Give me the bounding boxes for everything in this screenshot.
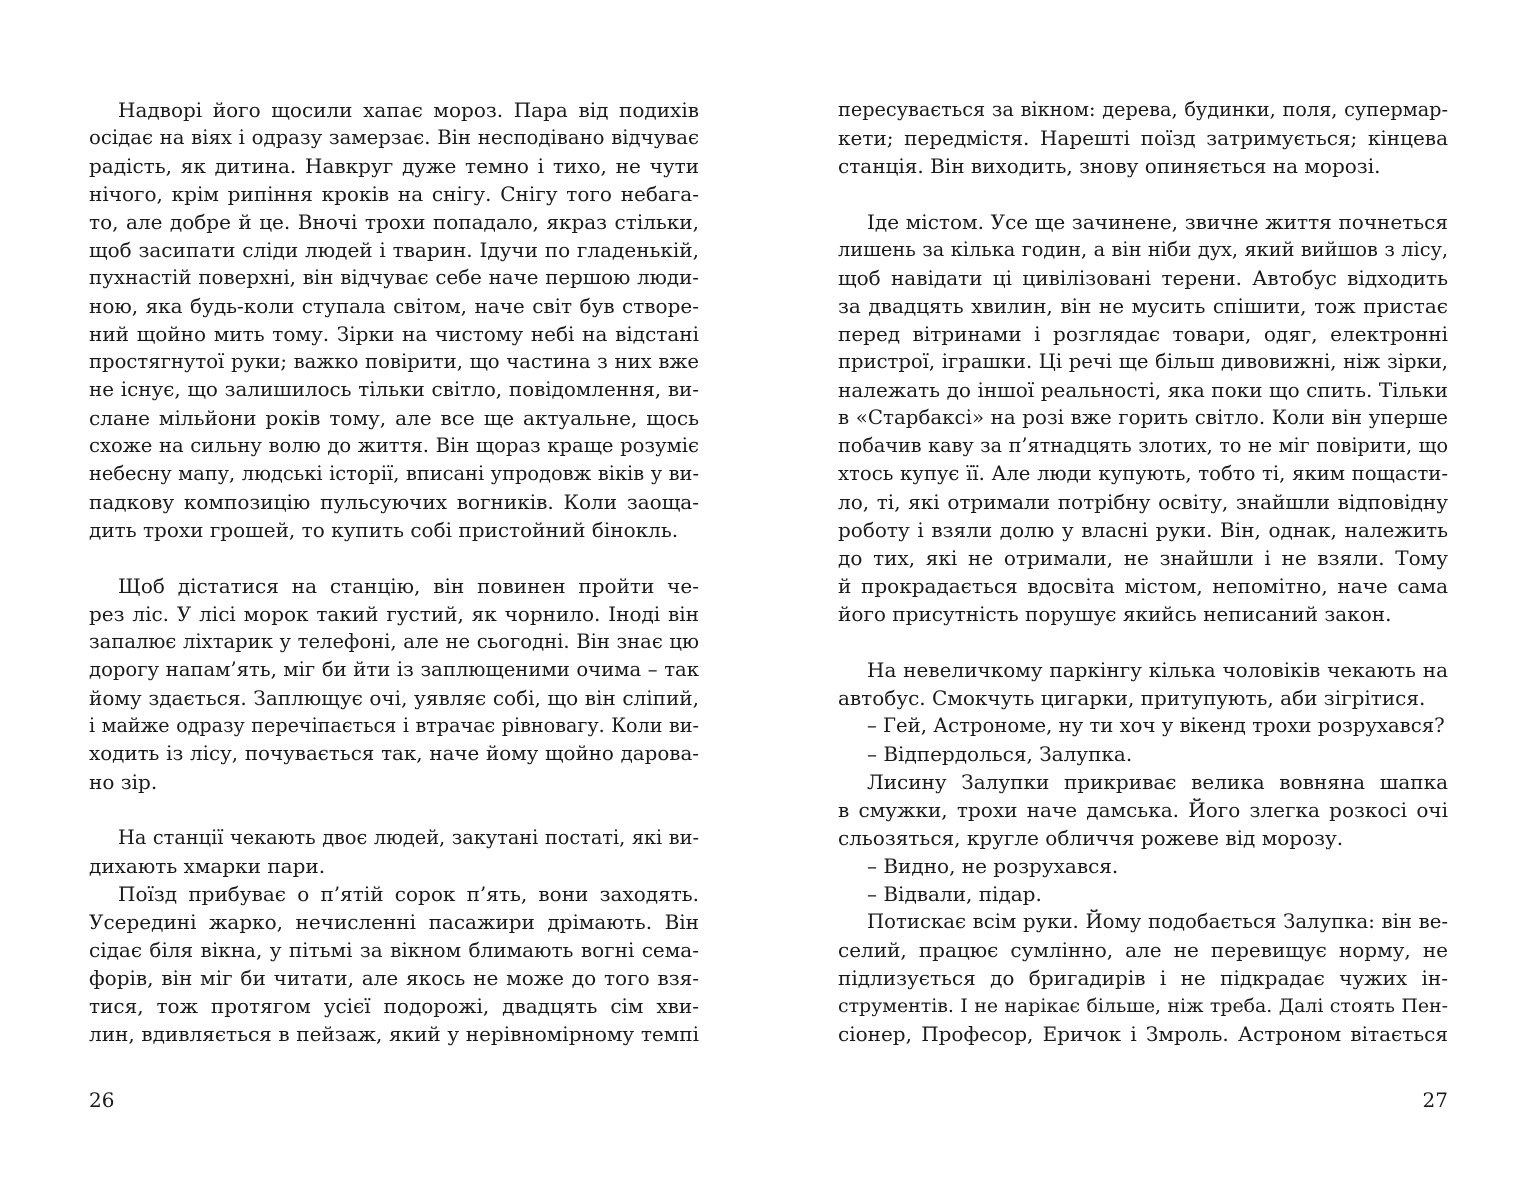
text-line: ло, ті, які отримали потрібну освіту, знайшли відповідну bbox=[838, 490, 1448, 514]
text-line: підлизується до бригадирів і не підкрадає чужих ін- bbox=[838, 966, 1448, 990]
text-line: сідає біля вікна, у пітьмі за вікном блимають вогні сема- bbox=[89, 938, 699, 962]
paragraph-gap bbox=[89, 544, 699, 572]
paragraph-gap bbox=[838, 628, 1448, 656]
dialogue-line: – Відвали, підар. bbox=[867, 882, 1042, 906]
text-line: Поїзд прибуває о п’ятій сорок п’ять, вони заходять. bbox=[118, 882, 699, 906]
text-line: небесну мапу, людські історії, вписані упродовж віків у ви- bbox=[89, 462, 699, 485]
text-line: пухнастій поверхні, він відчуває себе наче першою люди- bbox=[89, 266, 699, 289]
text-line: щоб засипати сліди людей і тварин. Ідучи по гладенькій, bbox=[89, 238, 699, 262]
text-line: не існує, що залишилось тільки світло, повідомлення, ви- bbox=[89, 378, 699, 401]
paragraph-gap bbox=[838, 180, 1448, 208]
text-line: сльозяться, кругле обличчя рожеве від морозу. bbox=[838, 826, 1344, 850]
text-line: слане мільйони років тому, але все ще актуальне, щось bbox=[89, 406, 699, 430]
text-line: дить трохи грошей, то купить собі пристойний бінокль. bbox=[89, 518, 679, 542]
text-line: схоже на сильну волю до життя. Він щораз краще розуміє bbox=[89, 434, 699, 457]
text-line: Надворі його щосили хапає мороз. Пара від подихів bbox=[118, 98, 699, 122]
text-line: На станції чекають двоє людей, закутані постаті, які ви- bbox=[118, 826, 699, 849]
text-line: і майже одразу перечіпається і втрачає рівновагу. Коли ви- bbox=[89, 714, 699, 737]
text-line: до тих, які не отримали, не знайшли і не взяли. Тому bbox=[838, 546, 1448, 570]
text-line: лин, вдивляється в пейзаж, який у нерівномірному темпі bbox=[89, 1022, 699, 1046]
text-line: селий, працює сумлінно, але не перевищує норму, не bbox=[838, 938, 1448, 962]
text-line: в смужки, трохи наче дамська. Його злегка розкосі очі bbox=[838, 798, 1448, 822]
text-line: запалює ліхтарик у телефоні, але не сьогодні. Він знає цю bbox=[89, 630, 699, 653]
page-number: 26 bbox=[89, 1088, 115, 1112]
right-page-text bbox=[838, 96, 1448, 1048]
text-line: радість, як дитина. Навкруг дуже темно і тихо, не чути bbox=[89, 154, 699, 178]
text-line: падкову композицію пульсуючих вогників. Коли заоща- bbox=[89, 490, 699, 514]
text-line: йому здається. Заплющує очі, уявляє собі, що він сліпий, bbox=[89, 686, 699, 710]
text-line: Щоб дістатися на станцію, він повинен пройти че- bbox=[118, 574, 699, 598]
left-page-text bbox=[89, 96, 699, 1048]
text-line: нічого, крім рипіння кроків на снігу. Снігу того небага- bbox=[89, 182, 699, 206]
text-line: тися, тож протягом усієї подорожі, двадцять сім хви- bbox=[89, 994, 699, 1018]
text-line: дорогу напам’ять, міг би йти із заплющеними очима – так bbox=[89, 658, 699, 681]
text-line: струментів. І не нарікає більше, ніж треба. Далі стоять Пен- bbox=[838, 995, 1448, 1017]
text-line: но зір. bbox=[89, 770, 158, 794]
text-line: щоб навідати ці цивілізовані терени. Автобус відходить bbox=[838, 266, 1448, 290]
text-line: й прокрадається вдосвіта містом, непомітно, наче сама bbox=[838, 574, 1448, 598]
dialogue-line: – Відпердолься, Залупка. bbox=[867, 742, 1133, 766]
text-line: хтось купує її. Але люди купують, тобто ті, яким пощасти- bbox=[838, 462, 1448, 485]
paragraph-gap bbox=[89, 796, 699, 824]
text-line: Усередині жарко, нечисленні пасажири дрімають. Він bbox=[89, 910, 699, 934]
text-line: належать до іншої реальності, яка поки що спить. Тільки bbox=[838, 378, 1448, 402]
dialogue-line: – Гей, Астрономе, ну ти хоч у вікенд трохи розрухався? bbox=[867, 714, 1445, 737]
text-line: то, але добре й це. Вночі трохи попадало, якраз стільки, bbox=[89, 210, 699, 234]
text-line: форів, він міг би читати, але якось не може до того взя- bbox=[89, 966, 699, 990]
text-line: роботу і взяли долю у власні руки. Він, однак, належить bbox=[838, 518, 1448, 542]
text-line: за двадцять хвилин, він не мусить спішити, тож пристає bbox=[838, 294, 1448, 318]
page-number: 27 bbox=[1422, 1088, 1448, 1112]
dialogue-line: – Видно, не розрухався. bbox=[867, 854, 1119, 878]
text-line: станція. Він виходить, знову опиняється на морозі. bbox=[838, 154, 1381, 178]
text-line: Лисину Залупки прикриває велика вовняна шапка bbox=[867, 770, 1448, 794]
text-line: його присутність порушує якийсь неписаний закон. bbox=[838, 602, 1392, 626]
text-line: сіонер, Професор, Еричок і Змроль. Астроном вітається bbox=[838, 1022, 1448, 1046]
text-line: ний щойно мить тому. Зірки на чистому небі на відстані bbox=[89, 322, 699, 346]
text-line: автобус. Смокчуть цигарки, притупують, аби зігрітися. bbox=[838, 686, 1426, 710]
text-line: пересувається за вікном: дерева, будинки, поля, супермар- bbox=[838, 98, 1448, 121]
text-line: перед вітринами і розглядає товари, одяг, електронні bbox=[838, 322, 1448, 346]
text-line: лишень за кілька годин, а він ніби дух, який вийшов з лісу, bbox=[838, 238, 1448, 261]
text-line: пристрої, іграшки. Ці речі ще більш дивовижні, ніж зірки, bbox=[838, 350, 1448, 373]
text-line: кети; передмістя. Нарешті поїзд затримується; кінцева bbox=[838, 126, 1448, 150]
text-line: дихають хмарки пари. bbox=[89, 854, 326, 878]
text-line: Потискає всім руки. Йому подобається Залупка: він ве- bbox=[867, 910, 1448, 933]
text-line: в «Старбаксі» на розі вже горить світло. Коли він уперше bbox=[838, 406, 1448, 429]
text-line: ходить із лісу, почувається так, наче йому щойно дарова- bbox=[89, 742, 699, 765]
text-line: осідає на віях і одразу замерзає. Він несподівано відчуває bbox=[89, 126, 699, 149]
text-line: ною, яка будь-коли ступала світом, наче світ був створе- bbox=[89, 294, 699, 318]
text-line: Іде містом. Усе ще зачинене, звичне життя почнеться bbox=[867, 210, 1448, 234]
text-line: побачив каву за п’ятнадцять злотих, то не міг повірити, що bbox=[838, 434, 1448, 457]
text-line: рез ліс. У лісі морок такий густий, як чорнило. Іноді він bbox=[89, 602, 699, 626]
text-line: простягнутої руки; важко повірити, що частина з них вже bbox=[89, 350, 699, 373]
text-line: На невеличкому паркінгу кілька чоловіків чекають на bbox=[867, 658, 1448, 682]
